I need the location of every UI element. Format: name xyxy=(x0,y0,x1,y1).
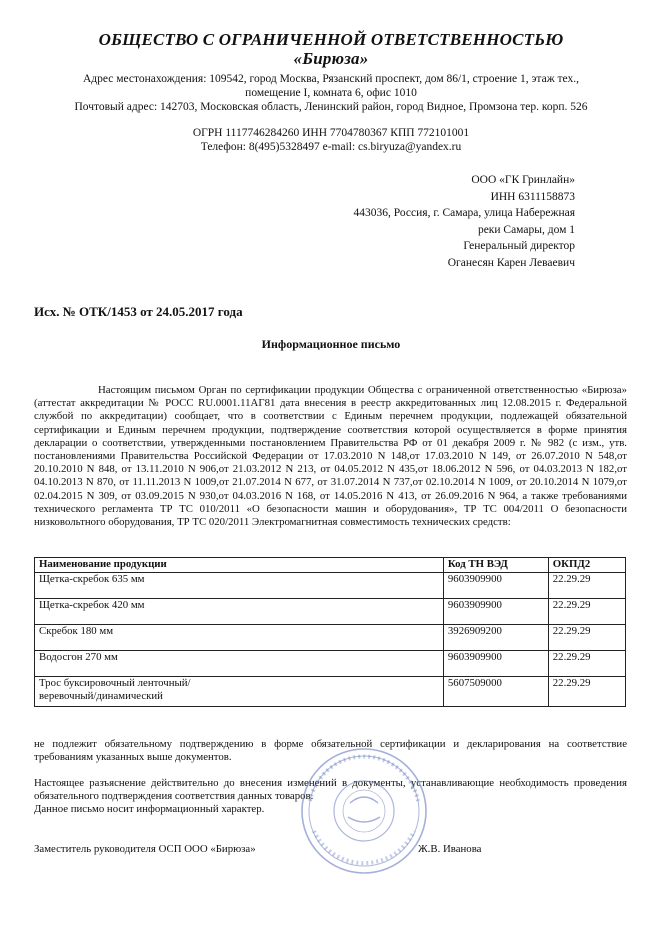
letter-title: Информационное письмо xyxy=(261,337,401,351)
column-header: ОКПД2 xyxy=(548,558,625,573)
product-okpd: 22.29.29 xyxy=(548,677,625,707)
recipient-line: Оганесян Карен Леваевич xyxy=(447,256,575,269)
recipient-line: 443036, Россия, г. Самара, улица Набережная xyxy=(353,207,575,219)
org-title-line1: ОБЩЕСТВО С ОГРАНИЧЕННОЙ ОТВЕТСТВЕННОСТЬЮ xyxy=(98,30,564,49)
product-code: 5607509000 xyxy=(443,677,548,707)
product-okpd: 22.29.29 xyxy=(548,625,625,651)
registration-ids: ОГРН 1117746284260 ИНН 7704780367 КПП 772101001 xyxy=(192,127,470,139)
product-okpd: 22.29.29 xyxy=(548,599,625,625)
product-code: 9603909900 xyxy=(443,573,548,599)
recipient-line: реки Самары, дом 1 xyxy=(477,223,575,236)
after-table-text: не подлежит обязательному подтверждению в форме обязательной сертификации и декларирования на соответствие требованиям указанных выше документов. xyxy=(34,738,627,764)
product-name: Щетка-скребок 420 мм xyxy=(35,599,444,625)
informational-text: Данное письмо носит информационный характер. xyxy=(34,803,265,815)
signer-position: Заместитель руководителя ОСП ООО «Бирюза» xyxy=(34,843,256,855)
stamp-seal xyxy=(298,745,430,877)
product-name: Трос буксировочный ленточный/веревочный/динамический xyxy=(35,677,444,707)
product-code: 3926909200 xyxy=(443,625,548,651)
table-row xyxy=(35,677,626,707)
address-line2: помещение I, комната 6, офис 1010 xyxy=(245,87,417,99)
postal-address: Почтовый адрес: 142703, Московская область, Ленинский район, город Видное, Промзона тер. корп. 526 xyxy=(74,101,588,113)
org-title-line2: «Бирюза» xyxy=(293,49,369,68)
table-header-row xyxy=(35,558,626,573)
table-row xyxy=(35,625,626,651)
product-name: Водосгон 270 мм xyxy=(35,651,444,677)
outgoing-number: Исх. № ОТК/1453 от 24.05.2017 года xyxy=(34,304,243,319)
table-row xyxy=(35,573,626,599)
column-header: Код ТН ВЭД xyxy=(443,558,548,573)
product-okpd: 22.29.29 xyxy=(548,573,625,599)
address-line1: Адрес местонахождения: 109542, город Москва, Рязанский проспект, дом 86/1, строение 1, этаж тех., xyxy=(82,73,579,85)
signer-name: Ж.В. Иванова xyxy=(418,843,482,855)
recipient-line: Генеральный директор xyxy=(463,240,575,252)
product-okpd: 22.29.29 xyxy=(548,651,625,677)
table-row xyxy=(35,651,626,677)
recipient-line: ООО «ГК Гринлайн» xyxy=(471,174,575,186)
product-code: 9603909900 xyxy=(443,599,548,625)
product-name: Скребок 180 мм xyxy=(35,625,444,651)
recipient-block xyxy=(300,172,575,271)
validity-text: Настоящее разъяснение действительно до внесения изменений в документы, устанавливающие необходимость проведения обязательного подтверждения соответствия данных товаров. xyxy=(34,777,627,803)
body-paragraph: Настоящим письмом Орган по сертификации продукции Общества с ограниченной ответственностью «Бирюза» (аттестат аккредитации № РОСС RU.0001.11АГ81 дата внесения в реестр аккредитованных лиц 12.08.2015 г. Федеральной службой по аккредитации) сообщает, что в соответствии с Единым перечнем продукции, подлежащей обязательной сертификации и Единым перечнем продукции, подтверждение соответствия которой осуществляется в форме принятия декларации о соответствии, утвержденными постановлением Правительства РФ от 01 декабря 2009 г. № 982 (с изм., утв. постановлениями Правительства Российской Федерации от 17.03.2010 N 148,от 17.03.2010 N 149, от 26.07.2010 N 548,от 20.10.2010 N 848, от 13.11.2010 N 906,от 21.03.2012 N 213, от 04.05.2012 N 435,от 18.06.2012 N 596, от 04.03.2013 N 182,от 04.10.2013 N 870, от 11.11.2013 N 1009,от 21.07.2014 N 677, от 31.07.2014 N 737,от 02.10.2014 N 1009, от 20.10.2014 N 1079,от 02.04.2015 N 309, от 03.09.2015 N 930,от 04.03.2016 N 168, от 14.05.2016 N 413, от 26.09.2016 N 964, а также требованиями технического регламента ТР ТС 010/2011 «О безопасности машин и оборудования», ТР ТС 004/2011 О безопасности низковольтного оборудования, ТР ТС 020/2011 Электромагнитная совместимость технических средств: xyxy=(34,384,627,529)
product-code: 9603909900 xyxy=(443,651,548,677)
recipient-line: ИНН 6311158873 xyxy=(490,190,575,203)
column-header: Наименование продукции xyxy=(35,558,444,573)
table-row xyxy=(35,599,626,625)
product-name: Щетка-скребок 635 мм xyxy=(35,573,444,599)
contact-line: Телефон: 8(495)5328497 e-mail: cs.biryuza@yandex.ru xyxy=(200,141,462,153)
products-table xyxy=(34,557,626,707)
